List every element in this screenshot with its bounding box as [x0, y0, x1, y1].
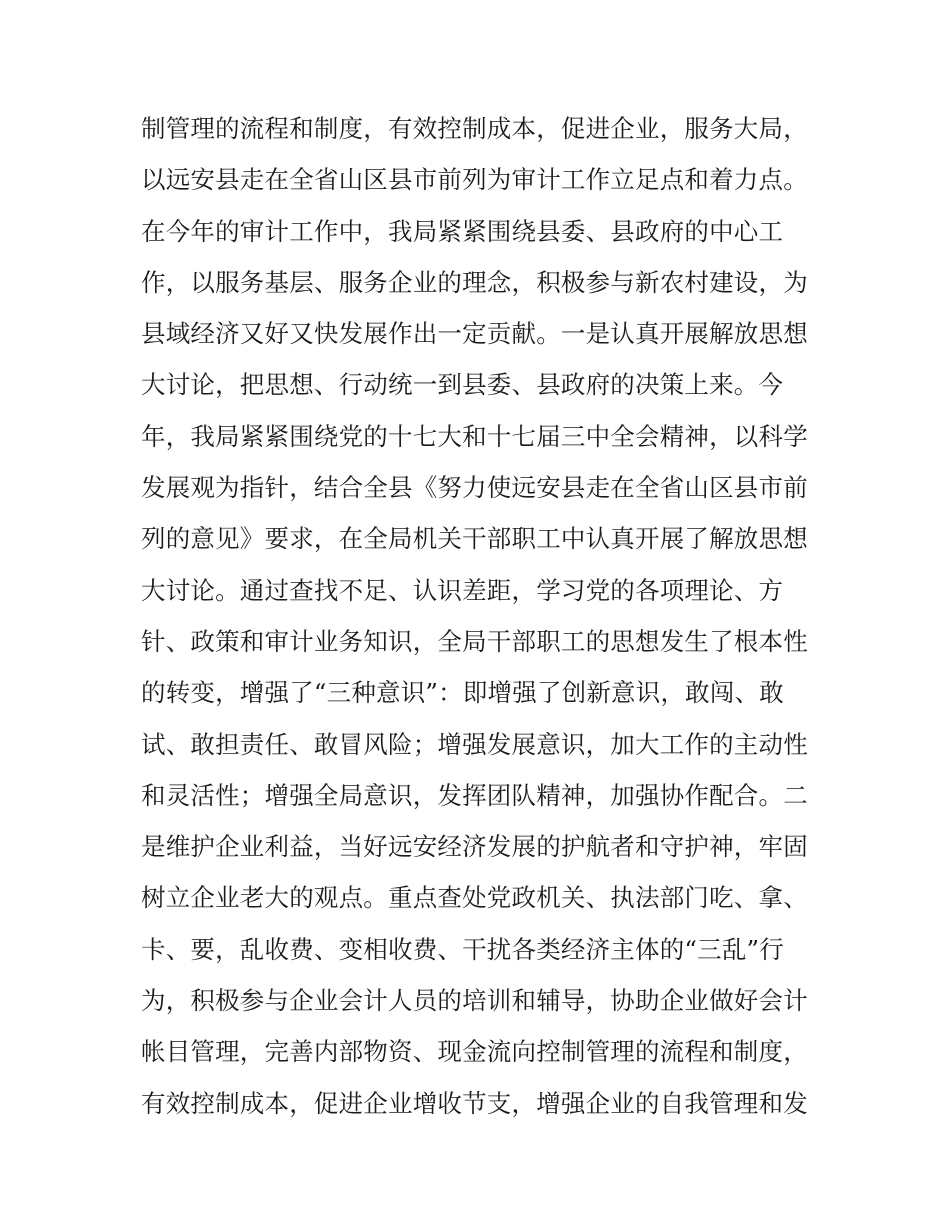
- text-line: 的转变，增强了“三种意识”：即增强了创新意识，敢闯、敢: [141, 678, 784, 708]
- text-line: 年，我局紧紧围绕党的十七大和十七届三中全会精神，以科学: [141, 421, 808, 451]
- text-line: 在今年的审计工作中，我局紧紧围绕县委、县政府的中心工: [141, 216, 784, 246]
- text-line: 卡、要，乱收费、变相收费、干扰各类经济主体的“三乱”行: [141, 934, 784, 964]
- text-line: 和灵活性；增强全局意识，发挥团队精神，加强协作配合。二: [141, 780, 808, 810]
- text-line: 县域经济又好又快发展作出一定贡献。一是认真开展解放思想: [141, 319, 808, 349]
- text-line: 有效控制成本，促进企业增收节支，增强企业的自我管理和发: [141, 1088, 808, 1118]
- text-line: 针、政策和审计业务知识，全局干部职工的思想发生了根本性: [141, 626, 808, 656]
- text-line: 以远安县走在全省山区县市前列为审计工作立足点和着力点。: [141, 165, 808, 195]
- text-line: 制管理的流程和制度，有效控制成本，促进企业，服务大局，: [141, 114, 808, 143]
- text-line: 列的意见》要求，在全局机关干部职工中认真开展了解放思想: [141, 524, 808, 554]
- text-line: 作，以服务基层、服务企业的理念，积极参与新农村建设，为: [141, 267, 808, 297]
- text-line: 发展观为指针，结合全县《努力使远安县走在全省山区县市前: [141, 473, 808, 503]
- text-line: 大讨论，把思想、行动统一到县委、县政府的决策上来。今: [141, 370, 784, 400]
- body-text: [141, 103, 821, 1129]
- text-line: 帐目管理，完善内部物资、现金流向控制管理的流程和制度，: [141, 1037, 808, 1067]
- text-line: 是维护企业利益，当好远安经济发展的护航者和守护神，牢固: [141, 832, 808, 862]
- text-line: 大讨论。通过查找不足、认识差距，学习党的各项理论、方: [141, 575, 784, 605]
- text-line: 试、敢担责任、敢冒风险；增强发展意识，加大工作的主动性: [141, 729, 808, 759]
- text-line: 为，积极参与企业会计人员的培训和辅导，协助企业做好会计: [141, 986, 808, 1016]
- text-line: 树立企业老大的观点。重点查处党政机关、执法部门吃、拿、: [141, 883, 808, 913]
